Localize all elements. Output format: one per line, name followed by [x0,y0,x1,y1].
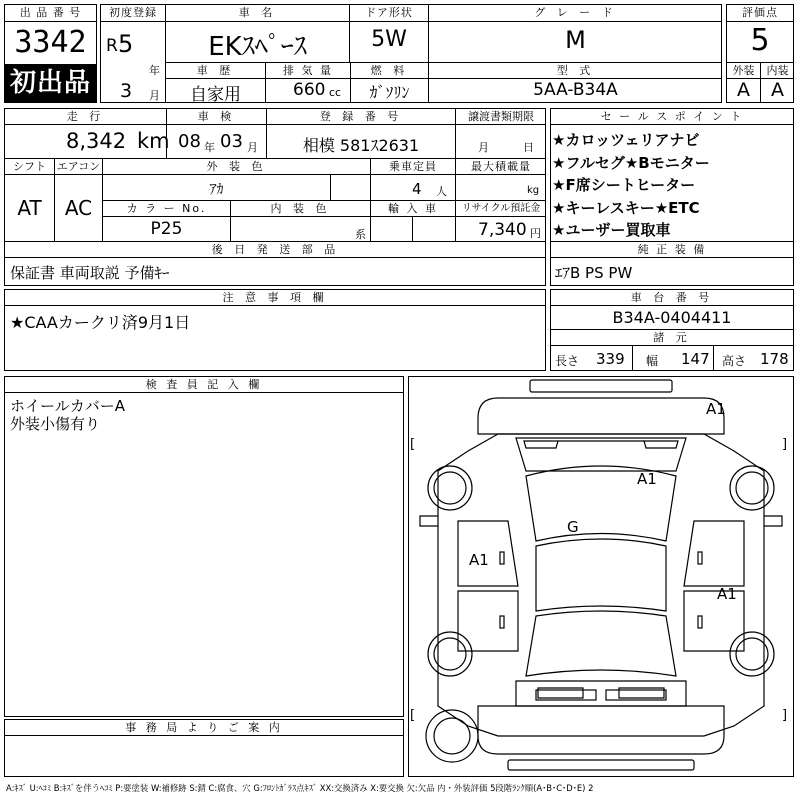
office-label: 事 務 局 よ り ご 案 内 [125,721,283,734]
lot-number: 3342 [14,25,87,60]
inspection-month: 03 [220,131,243,152]
transfer-month-unit: 月 [478,141,489,154]
exterior-color-label: 外 装 色 [206,160,267,173]
diagram-bracket: ] [782,437,788,452]
chassis-number: B34A-0404411 [612,308,732,327]
damage-mark: A1 [717,585,737,603]
exterior-grade-label: 外装 [732,64,755,77]
color-number: P25 [150,219,183,239]
plate-label: 登 録 番 号 [319,110,403,123]
aircon: AC [64,196,93,220]
damage-mark: A1 [637,470,657,488]
max-load-unit: kg [527,185,540,196]
model-code: 5AA-B34A [533,80,618,100]
reg-year-unit: 年 [149,64,160,77]
diagram-bracket: [ [410,708,416,723]
sales-point-item: ★F席シートヒーター [552,176,696,194]
height: 178 [760,350,789,368]
recycle-unit: 円 [530,227,541,240]
reg-month-unit: 月 [149,89,160,102]
capacity-label: 乗車定員 [389,160,437,173]
length-label: 長さ [555,354,580,368]
diagram-bracket: ] [782,708,788,723]
exterior-color: ｱｶ [209,182,224,198]
specs-label: 諸 元 [653,331,691,344]
factory-equipment-label: 純 正 装 備 [637,243,707,256]
car-name-label: 車 名 [238,6,277,19]
door-label: ドア形状 [365,6,413,19]
aircon-label: エアコン [56,160,101,173]
recycle-label: リサイクル預託金 [461,203,541,214]
sales-point-item: ★カロッツェリアナビ [552,131,700,149]
interior-grade: A [771,79,784,101]
mileage-label: 走 行 [66,110,105,123]
sales-points-label: セ ー ル ス ポ イ ン ト [600,110,744,123]
grade-label: グ レ ー ド [534,6,617,19]
grade: M [565,26,586,54]
capacity: 4 [412,180,422,198]
notice-label: 注 意 事 項 欄 [222,291,328,304]
recycle-amount: 7,340 [478,220,527,240]
factory-equipment: ｴｱB PS PW [555,264,633,282]
fuel: ｶﾞｿﾘﾝ [369,83,410,102]
reg-year: 5 [118,30,134,58]
damage-mark: G [567,518,579,536]
later-parts-label: 後 日 発 送 部 品 [211,243,340,256]
damage-mark: A1 [706,400,726,418]
diagram-bracket: [ [410,437,416,452]
lot-label: 出 品 番 号 [19,6,82,19]
sales-point-item: ★ユーザー買取車 [552,221,671,239]
width: 147 [681,350,710,368]
legend: A:ｷｽﾞ U:ﾍｺﾐ B:ｷｽﾞを伴うﾍｺﾐ P:要塗装 W:補修跡 S:錆 C:腐食、穴 G:ﾌﾛﾝﾄｶﾞﾗｽ点ｷｽﾞ XX:交換済み X:要交換 欠:欠品 内・外装評価 5段階ﾗﾝｸ順(A･B･C･D･E) 2 [6,783,594,793]
first-listing-badge: 初出品 [5,64,96,102]
inspection-label: 車 検 [197,110,236,123]
color-no-label: カ ラ ー No. [126,202,207,215]
fuel-label: 燃 料 [370,64,409,77]
inspector-label: 検 査 員 記 入 欄 [145,378,263,391]
displacement-label: 排 気 量 [283,64,333,77]
max-load-label: 最大積載量 [471,160,531,173]
reg-era: R [106,36,118,56]
score-label: 評価点 [742,6,778,19]
interior-grade-label: 内装 [766,64,789,77]
transfer-day-unit: 日 [523,141,534,154]
shift-label: シフト [13,160,46,173]
inspection-year: 08 [178,131,201,152]
mileage: 8,342 [66,129,127,153]
plate-number: 相模 581ｽ2631 [302,136,420,155]
score: 5 [750,23,770,58]
history-label: 車 歴 [196,64,235,77]
car-name: EKｽﾍﾟｰｽ [208,32,307,62]
damage-mark: A1 [469,551,489,569]
exterior-grade: A [737,79,750,101]
width-label: 幅 [646,354,659,368]
first-reg-label: 初度登録 [109,6,157,19]
reg-month: 3 [120,80,133,102]
notice-text: ★CAAカークリ済9月1日 [10,313,191,332]
inspector-note: 外装小傷有り [10,415,101,433]
interior-color-unit: 系 [355,228,366,241]
transfer-deadline-label: 譲渡書類期限 [468,110,534,123]
car-outline-diagram [408,376,794,777]
shift: AT [17,196,42,220]
interior-color-label: 内 装 色 [270,202,331,215]
sales-point-item: ★フルセグ★Bモニター [552,154,710,172]
inspection-month-unit: 月 [247,141,258,154]
import-label: 輸 入 車 [388,202,438,215]
capacity-unit: 人 [436,185,447,198]
displacement-unit: cc [329,86,342,99]
door-type: 5W [371,27,407,52]
length: 339 [596,350,625,368]
history: 自家用 [190,85,241,105]
chassis-label: 車 台 番 号 [630,291,714,304]
inspector-note: ホイールカバーA [10,397,125,415]
later-parts: 保証書 車両取説 予備ｷｰ [10,264,170,282]
inspection-year-unit: 年 [204,141,215,154]
sales-point-item: ★キーレスキー★ETC [552,199,700,217]
model-label: 型 式 [556,64,595,77]
height-label: 高さ [722,354,747,368]
mileage-unit: km [137,129,170,153]
displacement: 660 [293,80,326,100]
